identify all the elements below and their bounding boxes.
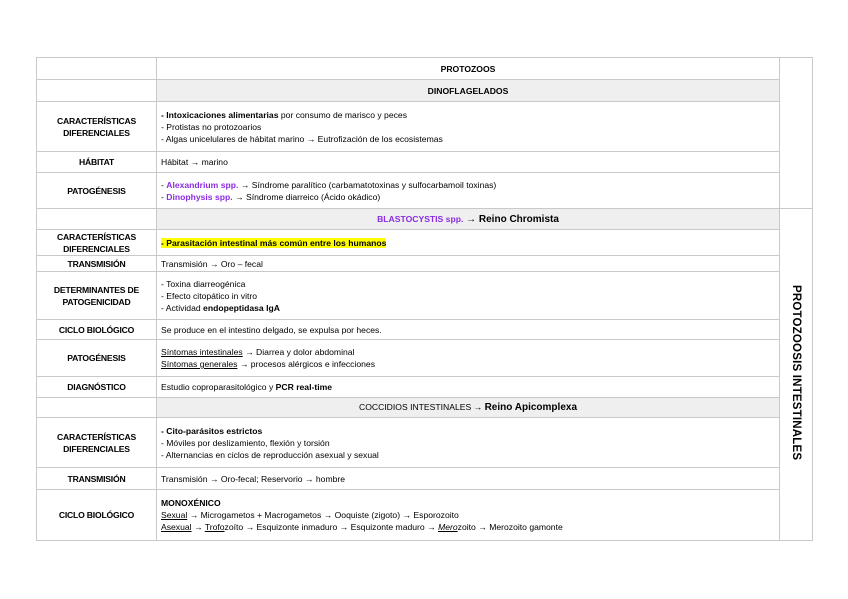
side-label-cell: [780, 209, 813, 541]
label-cell-empty: [37, 80, 157, 102]
cocc-caracteristicas-label: CARACTERÍSTICAS DIFERENCIALES: [37, 418, 157, 468]
cocc-car-line-1: - Cito-parásitos estrictos: [161, 425, 263, 436]
label-cell-empty: [37, 209, 157, 230]
blasto-det-line-2: - Efecto citopático in vitro: [161, 290, 258, 301]
dino-car-line-3: - Algas unicelulares de hábitat marino → Eutrofización de los ecosistemas: [161, 133, 443, 144]
dino-car-line-2: - Protistas no protozoarios: [161, 121, 262, 132]
dinoflagelados-header: DINOFLAGELADOS: [157, 80, 780, 102]
blasto-transmision-text: Transmisión → Oro – fecal: [157, 256, 780, 272]
cocc-ciclo-cell: [157, 490, 780, 541]
dino-caracteristicas-cell: [157, 102, 780, 152]
cocc-ciclo-sexual: Sexual → Microgametos + Macrogametos → Ooquiste (zigoto) → Esporozoito: [161, 510, 459, 520]
blasto-patogenesis-cell: [157, 340, 780, 377]
cocc-caracteristicas-cell: [157, 418, 780, 468]
cocc-transmision-text: Transmisión → Oro-fecal; Reservorio → hombre: [157, 468, 780, 490]
blasto-determinantes-label: DETERMINANTES DE PATOGENICIDAD: [37, 272, 157, 320]
cocc-car-line-2: - Móviles por deslizamiento, flexión y torsión: [161, 437, 330, 448]
dino-caracteristicas-label: CARACTERÍSTICAS DIFERENCIALES: [37, 102, 157, 152]
blasto-diagnostico-text: Estudio coproparasitológico y PCR real-time: [157, 377, 780, 398]
blasto-diagnostico-label: DIAGNÓSTICO: [37, 377, 157, 398]
page-title: PROTOZOOS: [157, 58, 780, 80]
dino-pat-line-1: - Alexandrium spp. → Síndrome paralítico (carbamatotoxinas y sulfocarbamoil toxinas): [161, 179, 497, 190]
dino-car-line-1: - Intoxicaciones alimentarias por consumo de marisco y peces: [161, 109, 407, 120]
blasto-ciclo-text: Se produce en el intestino delgado, se expulsa por heces.: [157, 320, 780, 340]
protozoos-table: [36, 57, 813, 541]
dino-habitat-label: HÁBITAT: [37, 152, 157, 173]
corner-cell: [37, 58, 157, 80]
blasto-caracteristicas-label: CARACTERÍSTICAS DIFERENCIALES: [37, 230, 157, 256]
side-cell-top: [780, 58, 813, 209]
blasto-pat-line-2: Síntomas generales → procesos alérgicos e infecciones: [161, 359, 376, 369]
coccidios-header: COCCIDIOS INTESTINALES → Reino Apicomplexa: [157, 398, 780, 418]
blasto-highlight: - Parasitación intestinal más común entre los humanos: [161, 237, 387, 248]
blasto-pat-line-1: Síntomas intestinales → Diarrea y dolor abdominal: [161, 347, 355, 357]
blastocystis-header: BLASTOCYSTIS spp. → Reino Chromista: [157, 209, 780, 230]
cocc-car-line-3: - Alternancias en ciclos de reproducción asexual y sexual: [161, 449, 379, 460]
cocc-ciclo-head: MONOXÉNICO: [161, 498, 221, 508]
dino-habitat-text: Hábitat → marino: [157, 152, 780, 173]
blasto-caracteristicas-cell: [157, 230, 780, 256]
dino-patogenesis-cell: [157, 173, 780, 209]
blasto-det-line-1: - Toxina diarreogénica: [161, 278, 246, 289]
cocc-transmision-label: TRANSMISIÓN: [37, 468, 157, 490]
dino-patogenesis-label: PATOGÉNESIS: [37, 173, 157, 209]
cocc-ciclo-asexual: Asexual → Trofozoíto → Esquizonte inmaduro → Esquizonte maduro → Merozoito → Merozoito gamonte: [161, 522, 563, 532]
side-label: PROTOZOOSIS INTESTINALES: [790, 285, 802, 461]
label-cell-empty: [37, 398, 157, 418]
blasto-transmision-label: TRANSMISIÓN: [37, 256, 157, 272]
blasto-det-line-3: - Actividad endopeptidasa IgA: [161, 302, 280, 313]
cocc-ciclo-label: CICLO BIOLÓGICO: [37, 490, 157, 541]
blasto-determinantes-cell: [157, 272, 780, 320]
blasto-ciclo-label: CICLO BIOLÓGICO: [37, 320, 157, 340]
blasto-patogenesis-label: PATOGÉNESIS: [37, 340, 157, 377]
dino-pat-line-2: - Dinophysis spp. → Síndrome diarreico (Ácido okádico): [161, 191, 381, 202]
